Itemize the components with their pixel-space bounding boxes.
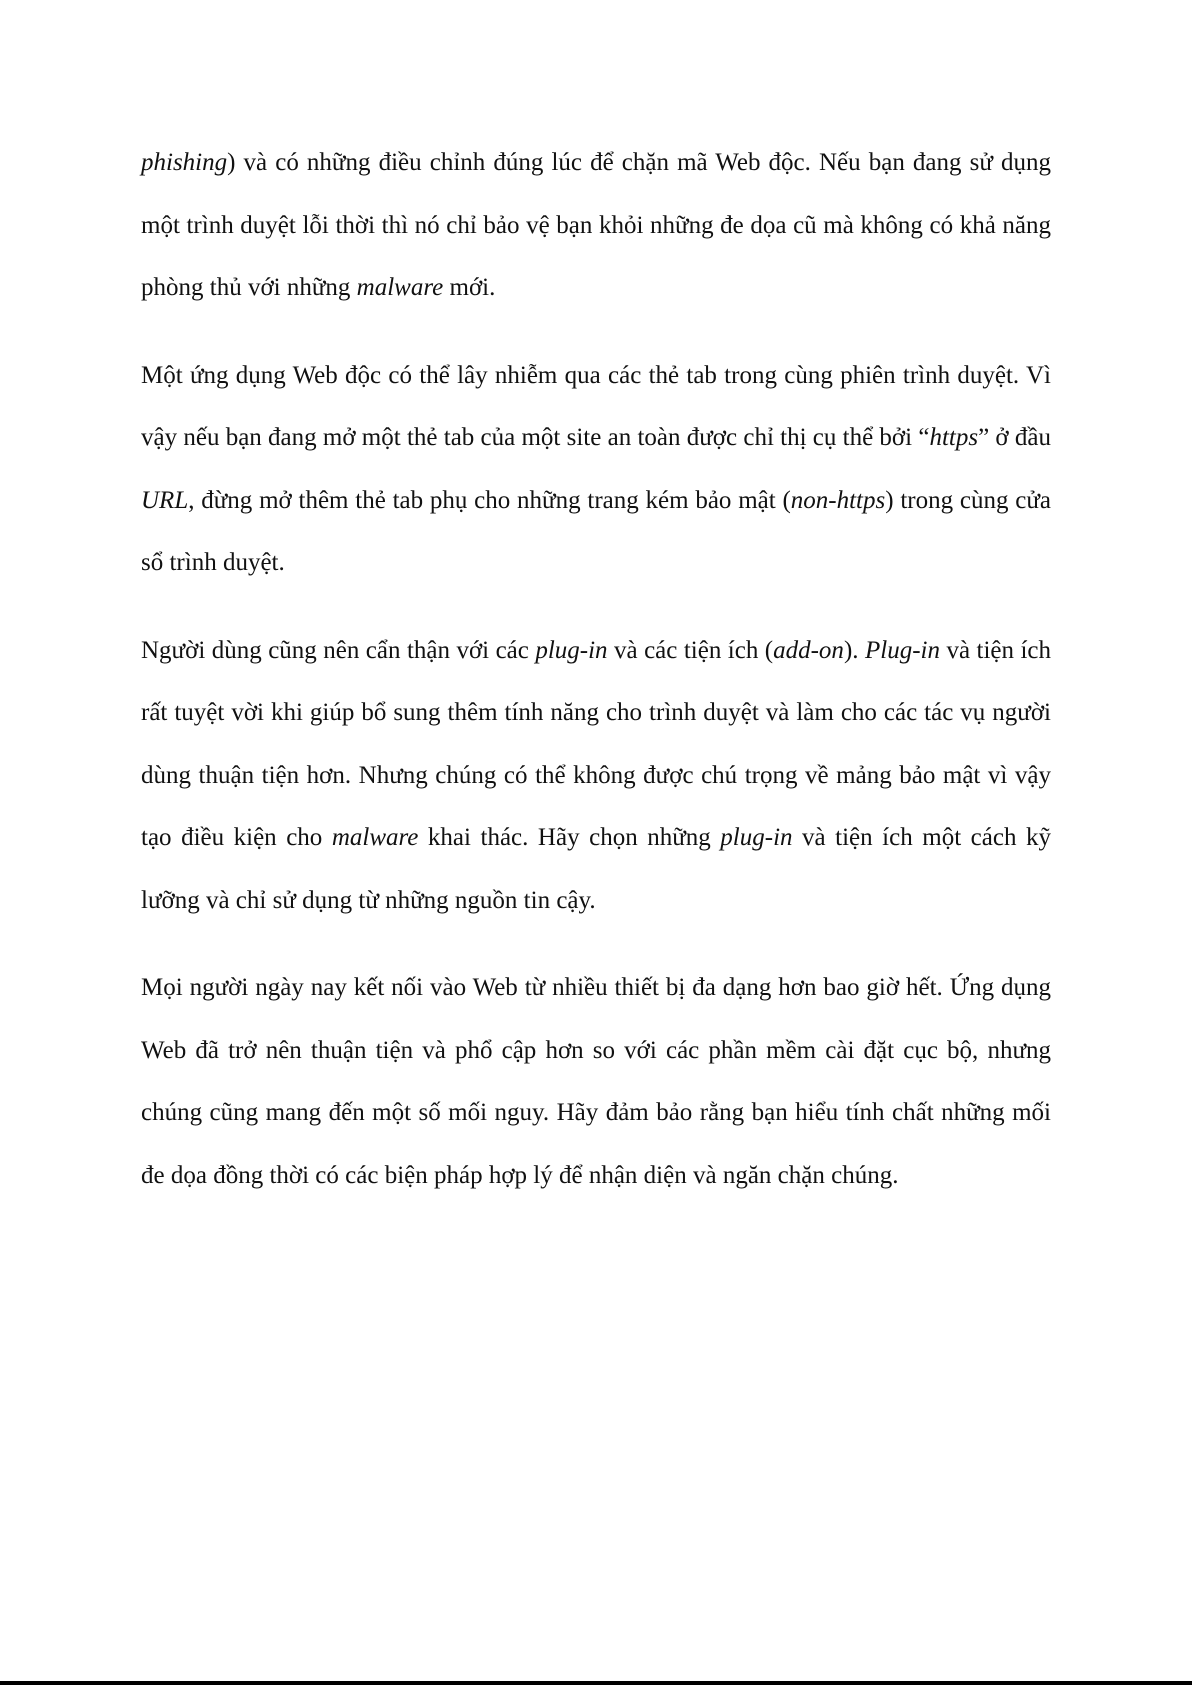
paragraph-tab-infection	[141, 345, 1051, 595]
text-segment: , đừng mở thêm thẻ tab phụ cho những trang kém bảo mật (	[188, 486, 791, 514]
text-segment: ) và có những điều chỉnh đúng lúc để chặn mã Web độc. Nếu bạn đang sử dụng một trình duyệt lỗi thời thì nó chỉ bảo vệ bạn khỏi những đe dọa cũ mà không có khả năng phòng thủ với những	[141, 149, 1051, 301]
text-segment: và tiện ích một cách kỹ lưỡng và chỉ sử dụng từ những nguồn tin cậy.	[141, 824, 1051, 914]
text-segment: mới.	[443, 274, 496, 301]
text-segment: Một ứng dụng Web độc có thể lây nhiễm qua các thẻ tab trong cùng phiên trình duyệt. Vì vậy nếu bạn đang mở một thẻ tab của một site an toàn được chỉ thị cụ thể bởi “	[141, 361, 1051, 451]
paragraph-browser-update	[141, 132, 1051, 320]
text-segment: ” ở đầu	[978, 424, 1051, 451]
text-segment: Plug-in	[864, 636, 940, 664]
text-segment: Mọi người ngày nay kết nối vào Web từ nhiều thiết bị đa dạng hơn bao giờ hết. Ứng dụng Web đã trở nên thuận tiện và phổ cập hơn so với các phần mềm cài đặt cục bộ, nhưng chúng cũng mang đến một số mối nguy. Hãy đảm bảo rằng bạn hiểu tính chất những mối đe dọa đồng thời có các biện pháp hợp lý để nhận diện và ngăn chặn chúng.	[141, 974, 1051, 1189]
text-segment: phishing	[141, 149, 228, 176]
document-body	[141, 132, 1051, 1232]
text-segment: malware	[331, 824, 419, 851]
text-segment: malware	[356, 274, 444, 301]
text-segment: Người dùng cũng nên cẩn thận với các	[141, 636, 536, 664]
text-segment: add-on	[773, 636, 844, 664]
text-segment: non-https	[790, 486, 886, 514]
text-segment: ) trong cùng cửa sổ trình duyệt.	[141, 486, 1051, 576]
text-segment: URL	[141, 486, 189, 514]
page-bottom-border	[0, 1681, 1192, 1685]
paragraph-conclusion	[141, 957, 1051, 1207]
paragraph-plugins	[141, 620, 1051, 933]
text-segment: ).	[843, 636, 865, 664]
text-segment: khai thác. Hãy chọn những	[418, 824, 721, 851]
text-segment: và tiện ích rất tuyệt vời khi giúp bổ sung thêm tính năng cho trình duyệt và làm cho các tác vụ người dùng thuận tiện hơn. Nhưng chúng có thể không được chú trọng về mảng bảo mật vì vậy tạo điều kiện cho	[141, 636, 1051, 851]
text-segment: và các tiện ích (	[607, 636, 774, 664]
text-segment: https	[929, 424, 979, 451]
text-segment: plug-in	[720, 824, 793, 851]
text-segment: plug-in	[535, 636, 608, 664]
